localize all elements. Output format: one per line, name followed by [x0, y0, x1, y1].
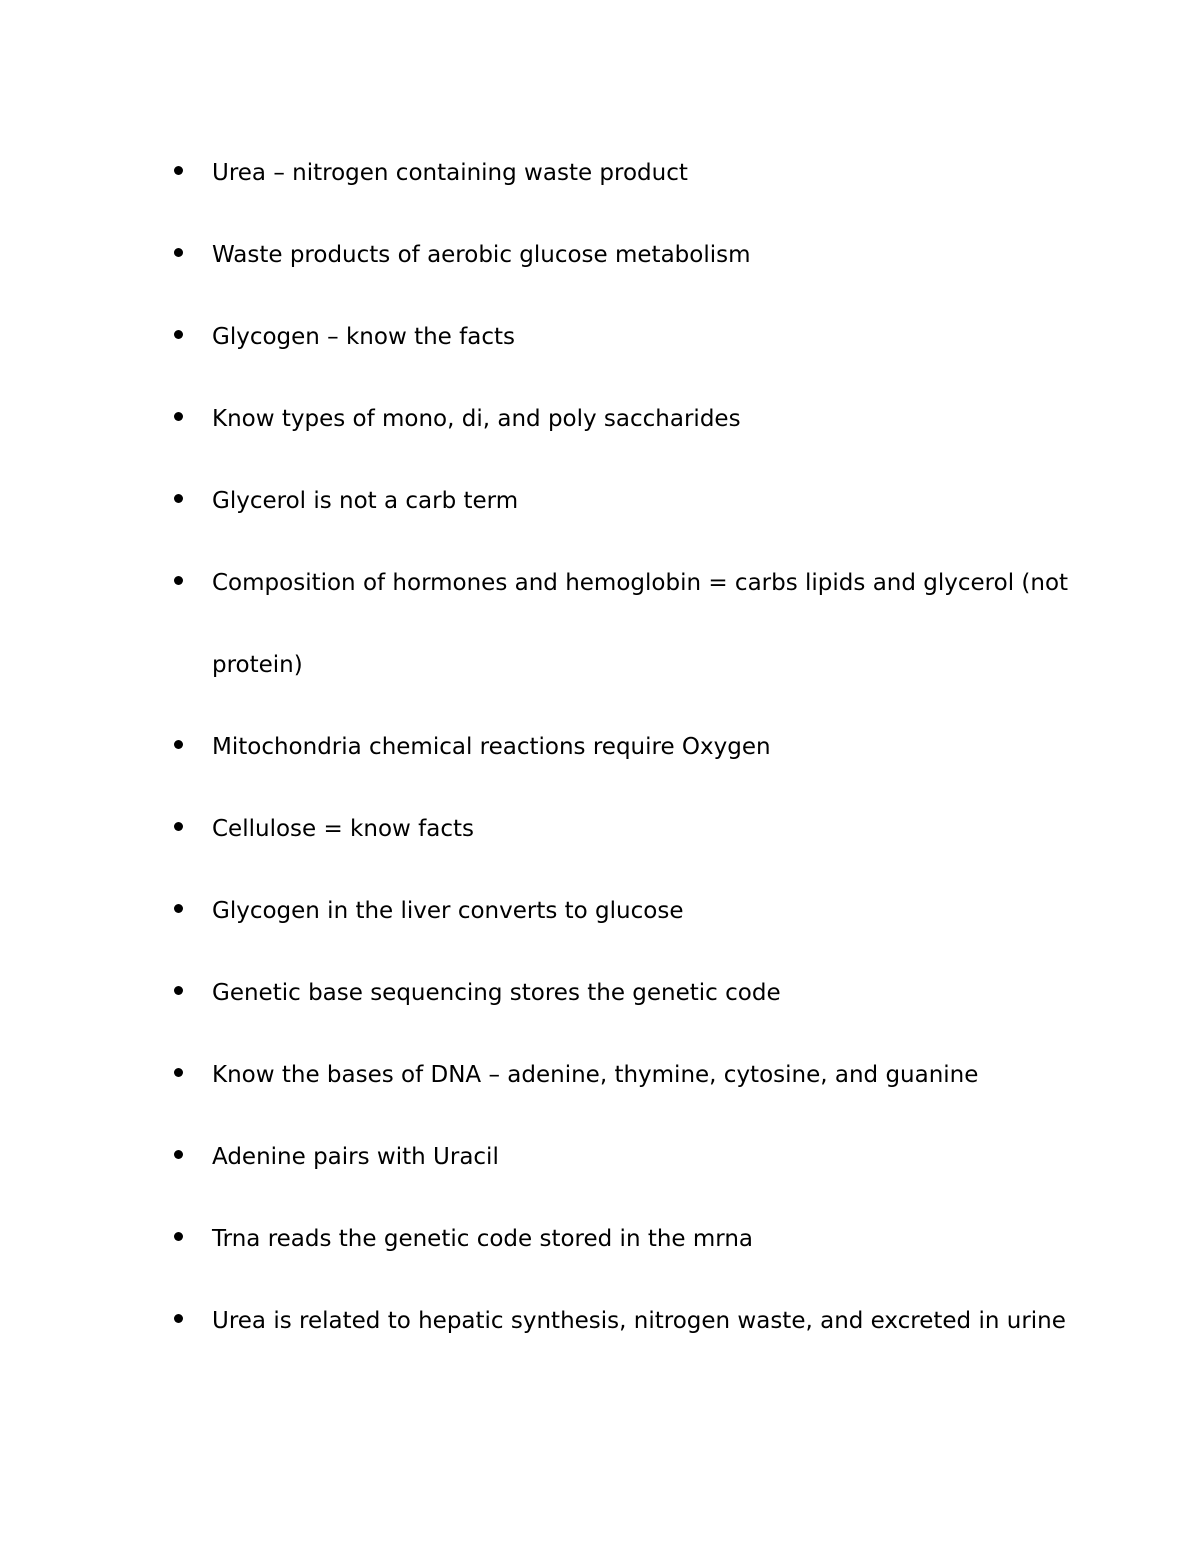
list-item-text: Glycogen – know the facts	[212, 324, 515, 350]
bullet-icon	[174, 986, 183, 995]
list-item-text: Cellulose = know facts	[212, 816, 474, 842]
list-item-text: Know the bases of DNA – adenine, thymine, cytosine, and guanine	[212, 1062, 979, 1088]
list-item	[212, 1116, 1072, 1198]
list-item	[212, 296, 1072, 378]
bullet-list	[212, 132, 1076, 1362]
list-item-text: Genetic base sequencing stores the genetic code	[212, 980, 781, 1006]
list-item	[212, 1198, 1072, 1280]
list-item-text: Composition of hormones and hemoglobin = carbs lipids and glycerol (not protein)	[212, 570, 1076, 678]
bullet-icon	[174, 494, 183, 503]
bullet-icon	[174, 330, 183, 339]
bullet-icon	[174, 576, 183, 585]
list-item	[212, 1034, 1072, 1116]
bullet-icon	[174, 1068, 183, 1077]
list-item-text: Waste products of aerobic glucose metabolism	[212, 242, 751, 268]
list-item-text: Trna reads the genetic code stored in the mrna	[212, 1226, 754, 1252]
list-item-text: Know types of mono, di, and poly saccharides	[212, 406, 741, 432]
list-item-text: Urea – nitrogen containing waste product	[212, 160, 688, 186]
list-item	[212, 378, 1072, 460]
list-item	[212, 542, 1076, 706]
list-item-text: Glycogen in the liver converts to glucose	[212, 898, 684, 924]
bullet-icon	[174, 412, 183, 421]
list-item	[212, 952, 1072, 1034]
list-item	[212, 788, 1072, 870]
bullet-icon	[174, 1150, 183, 1159]
list-item	[212, 1280, 1072, 1362]
list-item-text: Urea is related to hepatic synthesis, nitrogen waste, and excreted in urine	[212, 1308, 1066, 1334]
bullet-icon	[174, 248, 183, 257]
bullet-icon	[174, 740, 183, 749]
bullet-icon	[174, 1314, 183, 1323]
list-item	[212, 460, 1072, 542]
bullet-icon	[174, 1232, 183, 1241]
bullet-icon	[174, 166, 183, 175]
list-item	[212, 214, 1072, 296]
list-item-text: Adenine pairs with Uracil	[212, 1144, 499, 1170]
bullet-icon	[174, 822, 183, 831]
list-item-text: Mitochondria chemical reactions require Oxygen	[212, 734, 771, 760]
bullet-icon	[174, 904, 183, 913]
list-item-text: Glycerol is not a carb term	[212, 488, 519, 514]
list-item	[212, 132, 1072, 214]
list-item	[212, 870, 1072, 952]
list-item	[212, 706, 1072, 788]
